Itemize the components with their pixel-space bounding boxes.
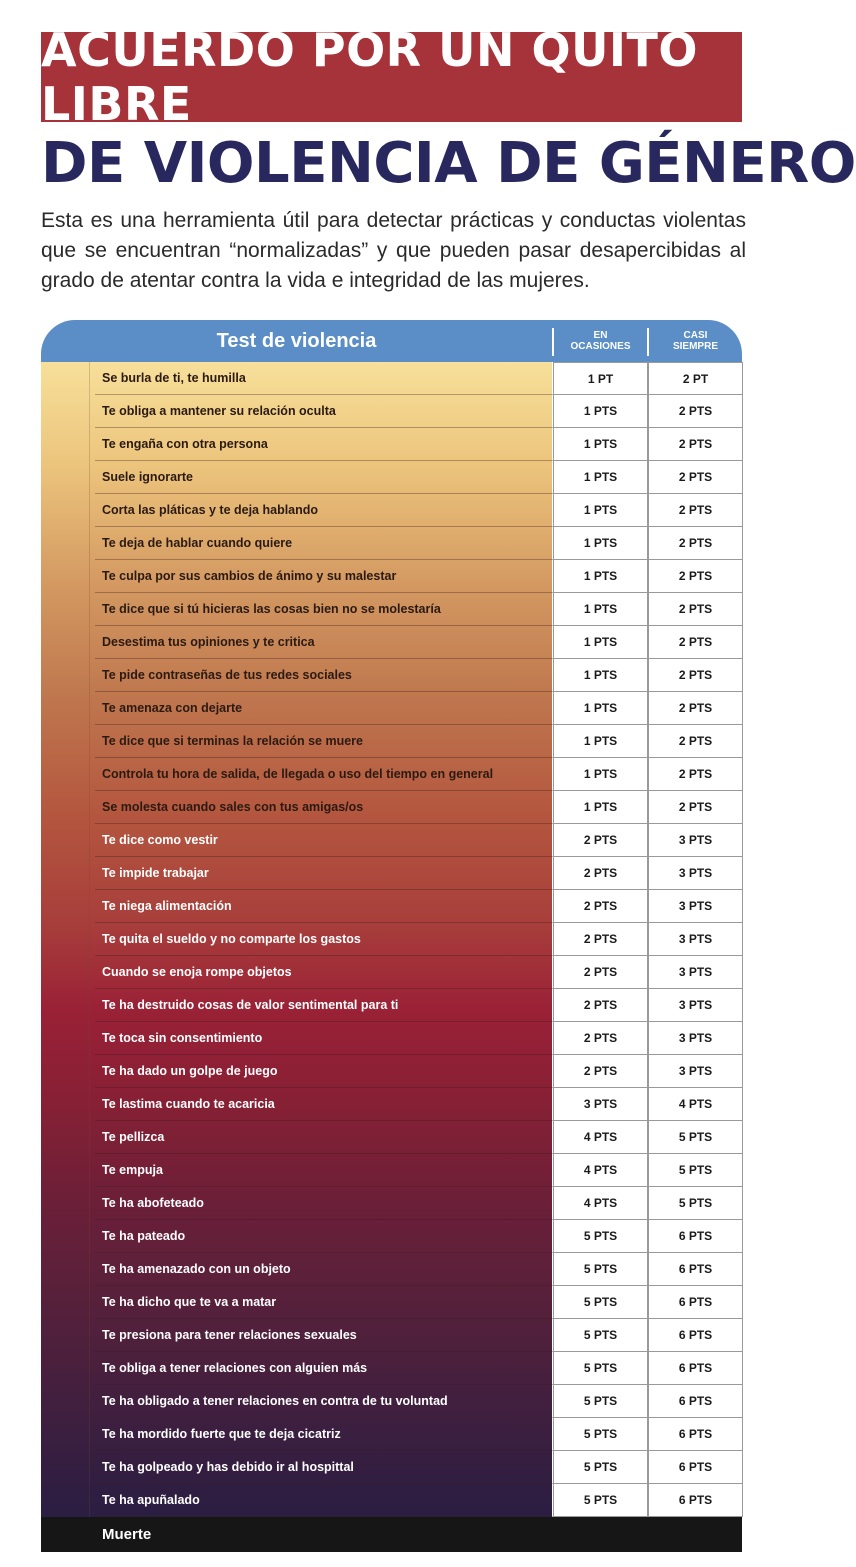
points-almost-always: 2 PTS <box>648 626 743 659</box>
points-occasionally: 2 PTS <box>553 857 648 890</box>
points-occasionally: 2 PTS <box>553 923 648 956</box>
points-occasionally: 5 PTS <box>553 1220 648 1253</box>
points-occasionally: 1 PT <box>553 362 648 395</box>
points-occasionally: 5 PTS <box>553 1484 648 1517</box>
points-occasionally: 2 PTS <box>553 890 648 923</box>
behavior-label: Te impide trabajar <box>95 857 553 890</box>
behavior-label: Se molesta cuando sales con tus amigas/os <box>95 791 553 824</box>
behavior-label: Te ha destruido cosas de valor sentimental para ti <box>95 989 553 1022</box>
behavior-label: Corta las pláticas y te deja hablando <box>95 494 553 527</box>
table-row <box>41 1121 742 1154</box>
points-almost-always: 2 PTS <box>648 428 743 461</box>
points-almost-always: 5 PTS <box>648 1187 743 1220</box>
points-almost-always: 5 PTS <box>648 1154 743 1187</box>
points-almost-always: 6 PTS <box>648 1253 743 1286</box>
table-row <box>41 1154 742 1187</box>
table-row <box>41 692 742 725</box>
points-occasionally: 2 PTS <box>553 824 648 857</box>
points-occasionally: 5 PTS <box>553 1451 648 1484</box>
table-row <box>41 1319 742 1352</box>
behavior-label: Suele ignorarte <box>95 461 553 494</box>
points-almost-always: 3 PTS <box>648 824 743 857</box>
table-row <box>41 1418 742 1451</box>
behavior-label: Desestima tus opiniones y te critica <box>95 626 553 659</box>
points-occasionally: 5 PTS <box>553 1352 648 1385</box>
table-row <box>41 1088 742 1121</box>
points-almost-always: 3 PTS <box>648 956 743 989</box>
behavior-label: Te engaña con otra persona <box>95 428 553 461</box>
violence-test-table <box>41 320 742 1552</box>
final-row-death: Muerte <box>41 1517 742 1552</box>
table-row <box>41 395 742 428</box>
points-almost-always: 2 PTS <box>648 527 743 560</box>
points-almost-always: 2 PTS <box>648 461 743 494</box>
column-header-occasionally: EN OCASIONES <box>570 330 631 352</box>
points-almost-always: 3 PTS <box>648 1055 743 1088</box>
page-subtitle: DE VIOLENCIA DE GÉNERO <box>41 131 856 196</box>
table-row <box>41 1055 742 1088</box>
column-header-almost-always: CASI SIEMPRE <box>672 330 718 352</box>
behavior-label: Te niega alimentación <box>95 890 553 923</box>
points-almost-always: 2 PTS <box>648 692 743 725</box>
behavior-label: Te ha apuñalado <box>95 1484 553 1517</box>
table-row <box>41 1385 742 1418</box>
points-almost-always: 6 PTS <box>648 1220 743 1253</box>
table-row <box>41 626 742 659</box>
points-occasionally: 4 PTS <box>553 1187 648 1220</box>
behavior-label: Te deja de hablar cuando quiere <box>95 527 553 560</box>
points-almost-always: 6 PTS <box>648 1286 743 1319</box>
points-almost-always: 2 PTS <box>648 758 743 791</box>
points-occasionally: 1 PTS <box>553 461 648 494</box>
behavior-label: Te dice que si terminas la relación se muere <box>95 725 553 758</box>
points-almost-always: 4 PTS <box>648 1088 743 1121</box>
points-almost-always: 6 PTS <box>648 1319 743 1352</box>
points-almost-always: 2 PTS <box>648 560 743 593</box>
table-row <box>41 362 742 395</box>
points-occasionally: 1 PTS <box>553 758 648 791</box>
points-almost-always: 2 PTS <box>648 593 743 626</box>
points-almost-always: 6 PTS <box>648 1418 743 1451</box>
title-banner <box>41 23 742 131</box>
behavior-label: Se burla de ti, te humilla <box>95 362 553 395</box>
points-occasionally: 2 PTS <box>553 989 648 1022</box>
table-row <box>41 791 742 824</box>
table-row <box>41 527 742 560</box>
points-occasionally: 2 PTS <box>553 1022 648 1055</box>
behavior-label: Te ha dicho que te va a matar <box>95 1286 553 1319</box>
points-almost-always: 5 PTS <box>648 1121 743 1154</box>
behavior-label: Te amenaza con dejarte <box>95 692 553 725</box>
points-almost-always: 3 PTS <box>648 890 743 923</box>
points-occasionally: 1 PTS <box>553 692 648 725</box>
banner-title: ACUERDO POR UN QUITO LIBRE <box>41 23 699 131</box>
behavior-label: Te obliga a mantener su relación oculta <box>95 395 553 428</box>
points-almost-always: 6 PTS <box>648 1352 743 1385</box>
points-occasionally: 1 PTS <box>553 395 648 428</box>
points-occasionally: 5 PTS <box>553 1418 648 1451</box>
behavior-label: Controla tu hora de salida, de llegada o uso del tiempo en general <box>95 758 553 791</box>
behavior-label: Te dice que si tú hicieras las cosas bien no se molestaría <box>95 593 553 626</box>
table-header <box>41 320 742 362</box>
table-row <box>41 824 742 857</box>
points-almost-always: 6 PTS <box>648 1451 743 1484</box>
behavior-label: Te culpa por sus cambios de ánimo y su malestar <box>95 560 553 593</box>
table-row <box>41 1484 742 1517</box>
table-row <box>41 857 742 890</box>
points-almost-always: 2 PTS <box>648 791 743 824</box>
behavior-label: Te toca sin consentimiento <box>95 1022 553 1055</box>
behavior-label: Te ha golpeado y has debido ir al hospittal <box>95 1451 553 1484</box>
table-title: Test de violencia <box>216 329 377 352</box>
points-almost-always: 6 PTS <box>648 1385 743 1418</box>
behavior-label: Te ha abofeteado <box>95 1187 553 1220</box>
points-occasionally: 1 PTS <box>553 725 648 758</box>
points-almost-always: 3 PTS <box>648 989 743 1022</box>
table-row <box>41 725 742 758</box>
points-occasionally: 1 PTS <box>553 527 648 560</box>
points-almost-always: 2 PTS <box>648 725 743 758</box>
points-almost-always: 3 PTS <box>648 857 743 890</box>
table-body <box>41 362 742 1517</box>
table-row <box>41 890 742 923</box>
points-occasionally: 1 PTS <box>553 560 648 593</box>
points-occasionally: 1 PTS <box>553 791 648 824</box>
behavior-label: Te dice como vestir <box>95 824 553 857</box>
behavior-label: Te presiona para tener relaciones sexuales <box>95 1319 553 1352</box>
points-occasionally: 5 PTS <box>553 1253 648 1286</box>
intro-paragraph: Esta es una herramienta útil para detectar prácticas y conductas violentas que se encuentran “normalizadas” y que pueden pasar desapercibidas al grado de atentar contra la vida e integridad de las mujeres. <box>41 209 746 292</box>
points-occasionally: 1 PTS <box>553 428 648 461</box>
points-occasionally: 2 PTS <box>553 956 648 989</box>
table-row <box>41 1451 742 1484</box>
behavior-label: Te ha mordido fuerte que te deja cicatriz <box>95 1418 553 1451</box>
behavior-label: Te quita el sueldo y no comparte los gastos <box>95 923 553 956</box>
behavior-label: Te ha dado un golpe de juego <box>95 1055 553 1088</box>
points-occasionally: 4 PTS <box>553 1154 648 1187</box>
table-row <box>41 956 742 989</box>
behavior-label: Te obliga a tener relaciones con alguien más <box>95 1352 553 1385</box>
table-row <box>41 461 742 494</box>
table-row <box>41 1352 742 1385</box>
table-row <box>41 1022 742 1055</box>
points-almost-always: 3 PTS <box>648 1022 743 1055</box>
table-row <box>41 428 742 461</box>
table-row <box>41 1220 742 1253</box>
points-almost-always: 2 PTS <box>648 659 743 692</box>
points-almost-always: 2 PTS <box>648 395 743 428</box>
table-row <box>41 494 742 527</box>
points-almost-always: 2 PTS <box>648 494 743 527</box>
behavior-label: Te ha obligado a tener relaciones en contra de tu voluntad <box>95 1385 553 1418</box>
table-row <box>41 560 742 593</box>
behavior-label: Te pellizca <box>95 1121 553 1154</box>
points-occasionally: 2 PTS <box>553 1055 648 1088</box>
points-occasionally: 5 PTS <box>553 1319 648 1352</box>
points-occasionally: 5 PTS <box>553 1286 648 1319</box>
points-almost-always: 6 PTS <box>648 1484 743 1517</box>
table-row <box>41 593 742 626</box>
points-occasionally: 3 PTS <box>553 1088 648 1121</box>
behavior-label: Te pide contraseñas de tus redes sociales <box>95 659 553 692</box>
table-row <box>41 989 742 1022</box>
table-row <box>41 758 742 791</box>
table-row <box>41 659 742 692</box>
points-occasionally: 4 PTS <box>553 1121 648 1154</box>
points-occasionally: 1 PTS <box>553 494 648 527</box>
behavior-label: Te empuja <box>95 1154 553 1187</box>
points-occasionally: 1 PTS <box>553 593 648 626</box>
table-row <box>41 1187 742 1220</box>
behavior-label: Cuando se enoja rompe objetos <box>95 956 553 989</box>
points-occasionally: 1 PTS <box>553 626 648 659</box>
behavior-label: Te lastima cuando te acaricia <box>95 1088 553 1121</box>
table-row <box>41 1286 742 1319</box>
behavior-label: Te ha pateado <box>95 1220 553 1253</box>
points-almost-always: 2 PT <box>648 362 743 395</box>
behavior-label: Te ha amenazado con un objeto <box>95 1253 553 1286</box>
table-row <box>41 1253 742 1286</box>
points-occasionally: 5 PTS <box>553 1385 648 1418</box>
table-row <box>41 923 742 956</box>
points-occasionally: 1 PTS <box>553 659 648 692</box>
points-almost-always: 3 PTS <box>648 923 743 956</box>
